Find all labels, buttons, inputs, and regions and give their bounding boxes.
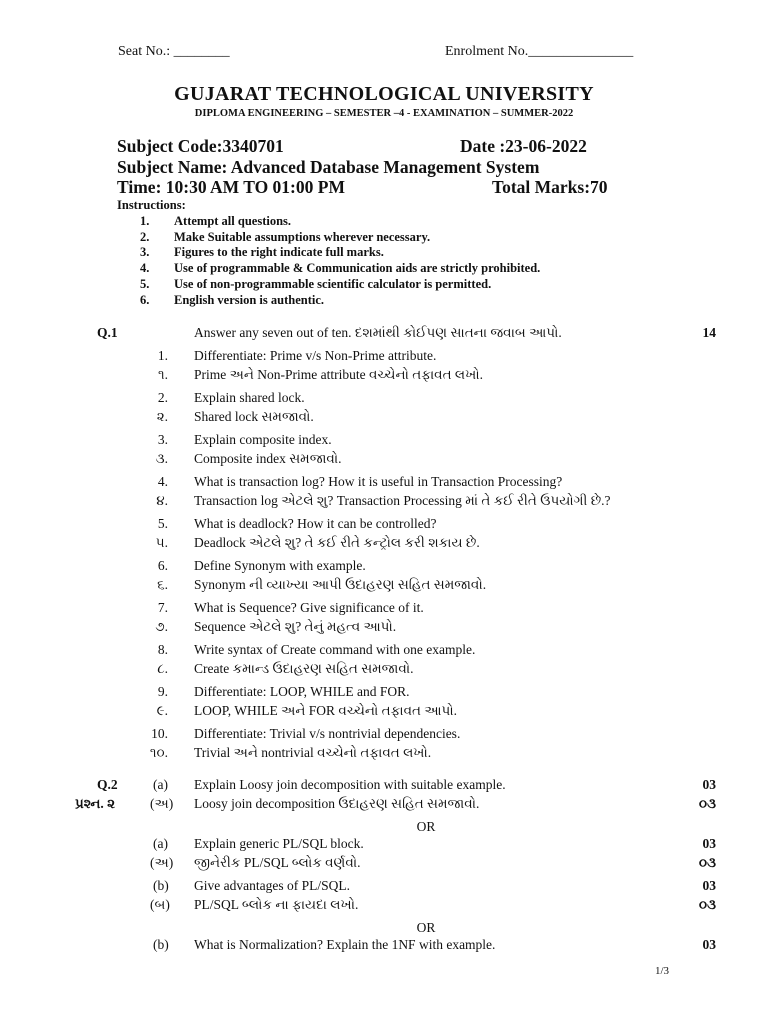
question-number: 5.: [157, 516, 168, 531]
subject-name: Subject Name: Advanced Database Management System: [117, 157, 540, 177]
part-text-gujarati: Loosy join decomposition ઉદાહરણ સહિત સમજાવો.: [194, 796, 480, 811]
question-text-gujarati: Sequence એટલે શુ? તેનું મહત્વ આપો.: [194, 619, 397, 634]
page-number: 1/3: [655, 965, 670, 977]
or-separator: OR: [416, 920, 436, 935]
question-number: 10.: [151, 726, 168, 741]
enrolment-number-field: Enrolment No._______________: [445, 44, 634, 59]
question-text-english: Explain composite index.: [194, 432, 332, 447]
exam-time: Time: 10:30 AM TO 01:00 PM: [117, 177, 345, 197]
part-tag-gujarati: (બ): [150, 897, 170, 912]
question-number: 6.: [157, 558, 168, 573]
instruction-number: 5.: [140, 276, 150, 291]
instruction-number: 4.: [140, 261, 150, 276]
part-marks-gujarati: ૦૩: [698, 897, 716, 912]
question-number: 2.: [157, 390, 168, 405]
exam-date: Date :23-06-2022: [460, 136, 587, 156]
question-text-english: What is Sequence? Give significance of it.: [194, 600, 424, 615]
exam-subtitle: DIPLOMA ENGINEERING – SEMESTER –4 - EXAMINATION – SUMMER-2022: [194, 108, 574, 119]
part-tag: (b): [153, 937, 169, 952]
q2-label-gujarati: પ્રશ્ન. ૨: [75, 796, 116, 811]
instruction-number: 6.: [140, 292, 150, 307]
question-text-english: Write syntax of Create command with one example.: [194, 642, 476, 657]
question-number-gujarati: ૯.: [156, 703, 168, 718]
seat-number-field: Seat No.: ________: [118, 44, 230, 59]
part-text-english: Give advantages of PL/SQL.: [194, 878, 350, 893]
part-text-english: Explain generic PL/SQL block.: [194, 836, 364, 851]
question-text-gujarati: LOOP, WHILE અને FOR વચ્ચેનો તફાવત આપો.: [194, 703, 457, 718]
instruction-text: English version is authentic.: [174, 292, 325, 307]
question-text-english: Differentiate: LOOP, WHILE and FOR.: [194, 684, 410, 699]
question-number: 1.: [157, 348, 168, 363]
question-number-gujarati: ૭.: [155, 619, 168, 634]
part-marks: 03: [702, 937, 716, 952]
question-text-gujarati: Prime અને Non-Prime attribute વચ્ચેનો તફાવત લખો.: [194, 367, 483, 382]
q1-marks: 14: [702, 325, 716, 340]
part-marks-gujarati: ૦૩: [698, 796, 716, 811]
question-text-gujarati: Deadlock એટલે શુ? તે કઈ રીતે કન્ટ્રોલ કરી શકાય છે.: [194, 535, 480, 550]
part-text-gujarati: PL/SQL બ્લોક ના ફાયદા લખો.: [194, 897, 359, 912]
part-tag: (b): [153, 878, 169, 893]
question-text-english: What is transaction log? How it is useful in Transaction Processing?: [194, 474, 563, 489]
question-number: 8.: [157, 642, 168, 657]
instruction-text: Use of non-programmable scientific calculator is permitted.: [174, 276, 492, 291]
instruction-number: 1.: [140, 214, 150, 228]
question-number-gujarati: ૧.: [158, 367, 168, 382]
or-separator: OR: [416, 819, 436, 834]
question-number-gujarati: ૪.: [156, 493, 168, 508]
total-marks: Total Marks:70: [492, 177, 608, 197]
part-tag: (a): [153, 836, 168, 851]
part-text-english: What is Normalization? Explain the 1NF with example.: [194, 937, 496, 952]
q1-intro: Answer any seven out of ten. દશમાંથી કોઈપણ સાતના જવાબ આપો.: [194, 325, 562, 340]
question-text-english: Define Synonym with example.: [194, 558, 366, 573]
question-number: 7.: [157, 600, 168, 615]
question-number-gujarati: ૮.: [157, 661, 168, 676]
part-text-gujarati: જીનેરીક PL/SQL બ્લોક વર્ણવો.: [194, 855, 361, 870]
instruction-text: Attempt all questions.: [174, 214, 292, 228]
question-text-english: Explain shared lock.: [194, 390, 305, 405]
part-marks: 03: [702, 777, 716, 792]
instruction-text: Figures to the right indicate full marks.: [174, 245, 384, 260]
question-text-gujarati: Create કમાન્ડ ઉદાહરણ સહિત સમજાવો.: [194, 661, 414, 676]
instruction-number: 3.: [140, 245, 150, 260]
question-number-gujarati: ૫.: [155, 535, 168, 550]
question-number: 4.: [157, 474, 168, 489]
instruction-text: Make Suitable assumptions wherever necessary.: [174, 229, 431, 244]
question-text-gujarati: Composite index સમજાવો.: [194, 451, 342, 466]
subject-code: Subject Code:3340701: [117, 136, 284, 156]
question-text-english: Differentiate: Prime v/s Non-Prime attribute.: [194, 348, 437, 363]
question-number-gujarati: ૩.: [155, 451, 168, 466]
question-text-english: What is deadlock? How it can be controlled?: [194, 516, 437, 531]
question-number-gujarati: ૬.: [157, 577, 168, 592]
q1-label: Q.1: [97, 325, 118, 340]
university-title: GUJARAT TECHNOLOGICAL UNIVERSITY: [174, 83, 594, 105]
part-tag: (a): [153, 777, 168, 792]
part-marks: 03: [702, 836, 716, 851]
question-text-gujarati: Trivial અને nontrivial વચ્ચેનો તફાવત લખો.: [194, 745, 432, 760]
question-number-gujarati: ૨.: [156, 409, 168, 424]
instruction-number: 2.: [140, 229, 150, 244]
question-number: 9.: [157, 684, 168, 699]
q2-label: Q.2: [97, 777, 118, 792]
part-marks-gujarati: ૦૩: [698, 855, 716, 870]
question-text-gujarati: Shared lock સમજાવો.: [194, 409, 314, 424]
question-text-gujarati: Transaction log એટલે શુ? Transaction Processing માં તે કઈ રીતે ઉપયોગી છે.?: [194, 493, 611, 508]
question-number: 3.: [157, 432, 168, 447]
question-number-gujarati: ૧૦.: [149, 745, 168, 760]
part-tag-gujarati: (અ): [150, 855, 174, 870]
instruction-text: Use of programmable & Communication aids are strictly prohibited.: [174, 261, 541, 276]
question-text-english: Differentiate: Trivial v/s nontrivial dependencies.: [194, 726, 461, 741]
part-marks: 03: [702, 878, 716, 893]
part-tag-gujarati: (અ): [150, 796, 174, 811]
instructions-heading: Instructions:: [117, 198, 186, 212]
question-text-gujarati: Synonym ની વ્યાખ્યા આપી ઉદાહરણ સહિત સમજાવો.: [194, 577, 487, 592]
part-text-english: Explain Loosy join decomposition with suitable example.: [194, 777, 506, 792]
